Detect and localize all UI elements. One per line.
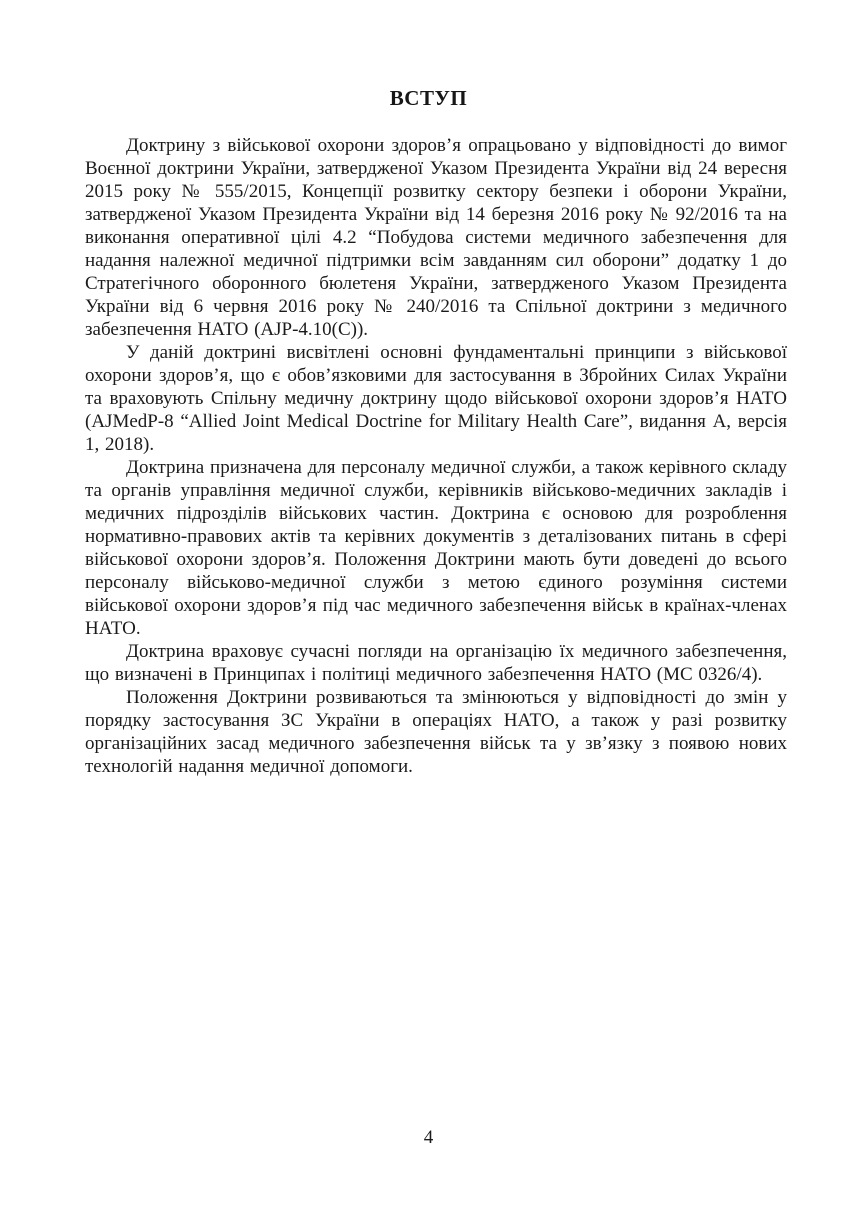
paragraph-purpose: Доктрина призначена для персоналу медичної служби, а також керівного складу та органів управління медичної служби, керівників військово-медичних закладів і медичних підрозділів військових частин. Доктрина є основою для розроблення нормативно-правових актів та керівних документів з деталізованих питань в сфері військової охорони здоров’я. Положення Доктрини мають бути доведені до всього персоналу військово-медичної служби з метою єдиного розуміння системи військової охорони здоров’я під час медичного забезпечення військ в країнах-членах НАТО. xyxy=(85,457,787,639)
document-body xyxy=(85,134,787,778)
paragraph-intro-basis: Доктрину з військової охорони здоров’я опрацьовано у відповідності до вимог Воєнної доктрини України, затвердженої Указом Президента України від 24 вересня 2015 року № 555/2015, Концепції розвитку сектору безпеки і оборони України, затвердженої Указом Президента України від 14 березня 2016 року № 92/2016 та на виконання оперативної цілі 4.2 “Побудова системи медичного забезпечення для надання належної медичної підтримки всім завданням сил оборони” додатку 1 до Стратегічного оборонного бюлетеня України, затвердженого Указом Президента України від 6 червня 2016 року № 240/2016 та Спільної доктрини з медичного забезпечення НАТО (AJP-4.10(C)). xyxy=(85,135,787,340)
paragraph-development: Положення Доктрини розвиваються та змінюються у відповідності до змін у порядку застосування ЗС України в операціях НАТО, а також у разі розвитку організаційних засад медичного забезпечення військ та у зв’язку з появою нових технологій надання медичної допомоги. xyxy=(85,687,787,777)
page-number: 4 xyxy=(423,1127,434,1148)
paragraph-nato-policy: Доктрина враховує сучасні погляди на організацію їх медичного забезпечення, що визначені в Принципах і політиці медичного забезпечення НАТО (МС 0326/4). xyxy=(85,641,787,685)
page-title: ВСТУП xyxy=(389,86,468,110)
paragraph-principles: У даній доктрині висвітлені основні фундаментальні принципи з військової охорони здоров’я, що є обов’язковими для застосування в Збройних Силах України та враховують Спільну медичну доктрину щодо військової охорони здоров’я НАТО (AJMedP-8 “Allied Joint Medical Doctrine for Military Health Care”, видання А, версія 1, 2018). xyxy=(85,342,787,455)
